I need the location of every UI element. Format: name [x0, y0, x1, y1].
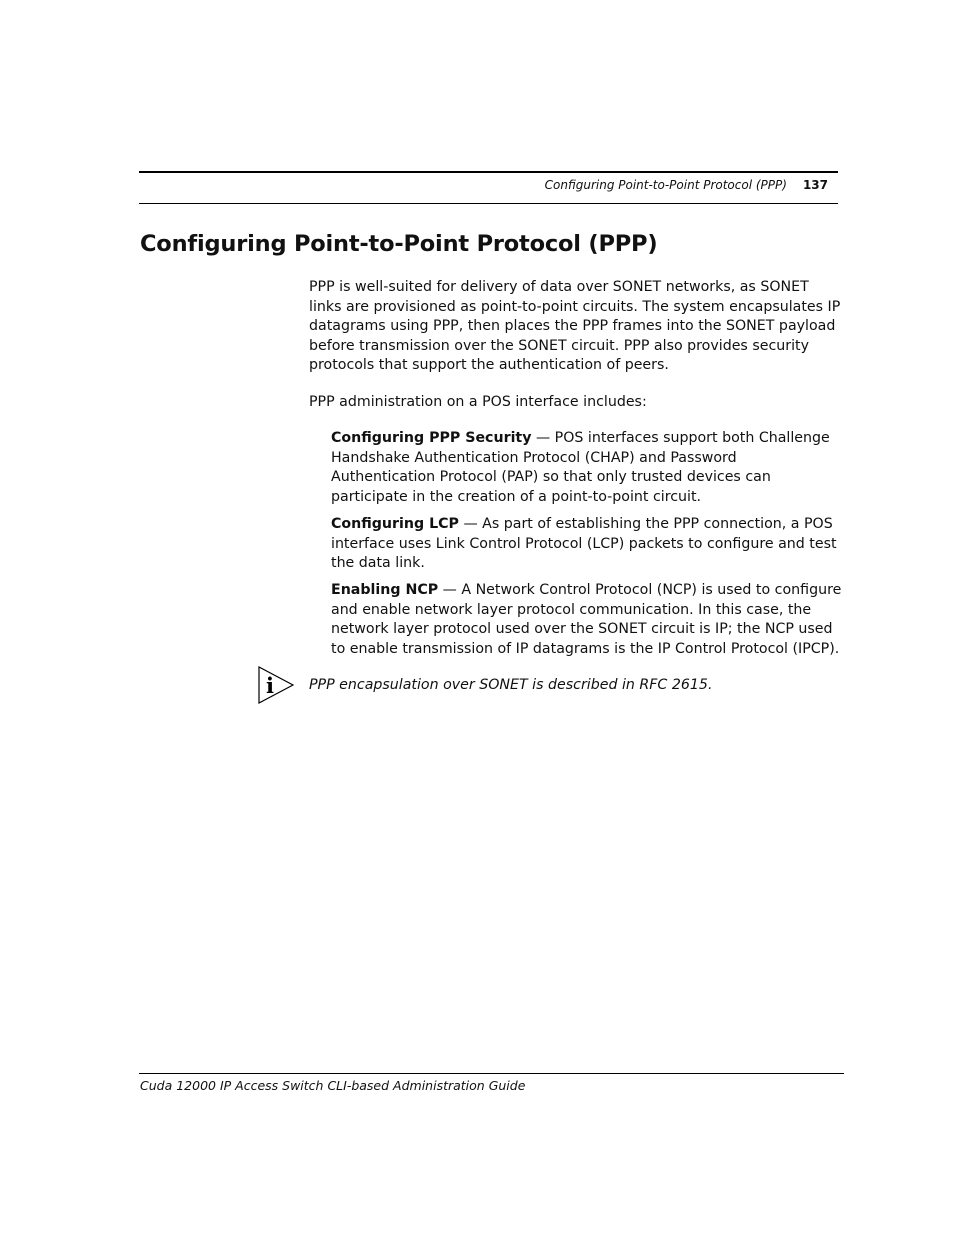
footer-rule	[139, 1073, 844, 1074]
note-text: PPP encapsulation over SONET is described in RFC 2615.	[309, 677, 713, 693]
list-item-term: Enabling NCP	[331, 582, 439, 598]
page-number: 137	[802, 178, 828, 192]
svg-text:i: i	[266, 673, 274, 698]
list-item-text: — POS interfaces support both Challenge Handshake Authentication Protocol (CHAP) and Password Authentication Protocol (PAP) so that only trusted devices can participate in the creation of a point-to-point circuit.	[331, 430, 830, 505]
running-header	[545, 178, 828, 192]
list-item-lcp	[331, 515, 844, 574]
list-item-ppp-security	[331, 429, 844, 507]
list-intro: PPP administration on a POS interface includes:	[309, 394, 647, 410]
footer-text: Cuda 12000 IP Access Switch CLI-based Administration Guide	[140, 1078, 526, 1093]
list-item-text: — A Network Control Protocol (NCP) is used to configure and enable network layer protocol communication. In this case, the network layer protocol used over the SONET circuit is IP; the NCP used to enable transmission of IP datagrams is the IP Control Protocol (IPCP).	[331, 582, 842, 657]
list-item-text: — As part of establishing the PPP connection, a POS interface uses Link Control Protocol (LCP) packets to configure and test the data link.	[331, 516, 837, 571]
list-item-term: Configuring PPP Security	[331, 430, 532, 446]
page-title: Configuring Point-to-Point Protocol (PPP)	[140, 231, 658, 257]
header-top-rule	[139, 171, 838, 173]
info-icon	[258, 666, 294, 704]
intro-paragraph: PPP is well-suited for delivery of data over SONET networks, as SONET links are provisioned as point-to-point circuits. The system encapsulates IP datagrams using PPP, then places the PPP frames into the SONET payload before transmission over the SONET circuit. PPP also provides security protocols that support the authentication of peers.	[309, 279, 841, 373]
header-bottom-rule	[139, 203, 838, 204]
list-item-term: Configuring LCP	[331, 516, 459, 532]
running-header-title: Configuring Point-to-Point Protocol (PPP)	[544, 178, 787, 192]
list-item-ncp	[331, 581, 844, 659]
